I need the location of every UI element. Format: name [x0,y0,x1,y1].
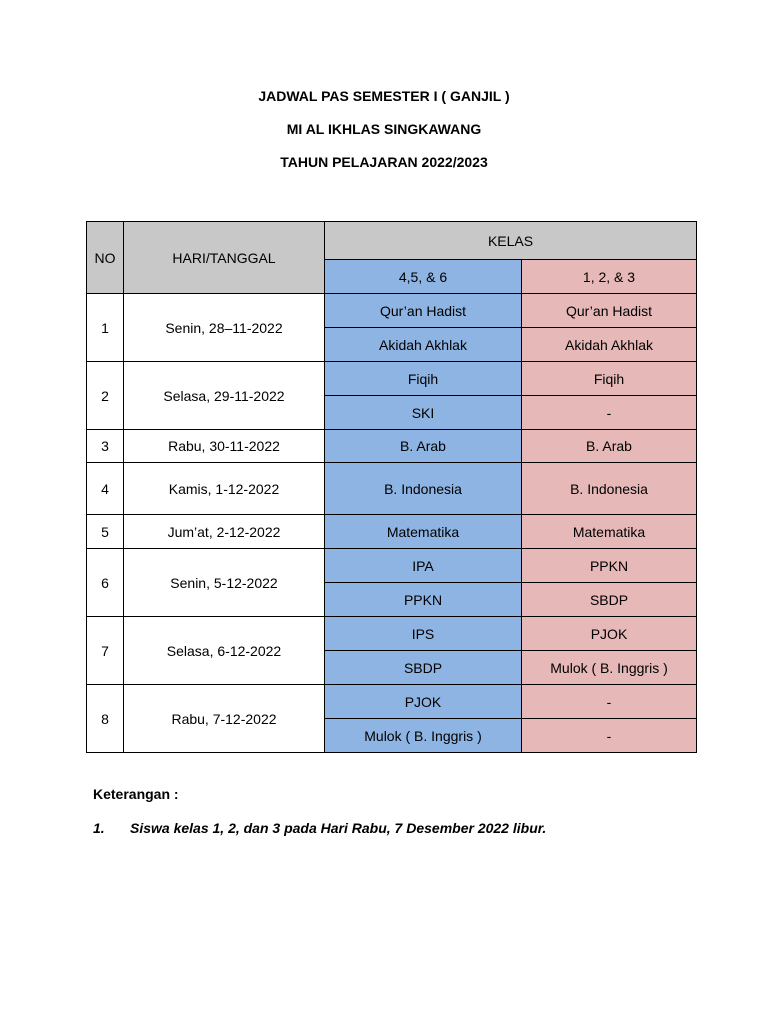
note-text: Siswa kelas 1, 2, dan 3 pada Hari Rabu, 7 Desember 2022 libur. [130,820,547,836]
subject-group-a: SBDP [325,651,522,685]
header-group-a: 4,5, & 6 [325,260,522,294]
header-day: HARI/TANGGAL [124,222,325,294]
subject-group-a: Matematika [325,515,522,549]
subject-group-a: IPS [325,617,522,651]
header-no: NO [87,222,124,294]
row-date: Kamis, 1-12-2022 [124,463,325,515]
row-date: Selasa, 6-12-2022 [124,617,325,685]
subject-group-a: Akidah Akhlak [325,328,522,362]
schedule-body [87,294,697,753]
subject-group-a: B. Indonesia [325,463,522,515]
header-kelas: KELAS [325,222,697,260]
row-number: 7 [87,617,124,685]
subject-group-a: PPKN [325,583,522,617]
row-date: Jum’at, 2-12-2022 [124,515,325,549]
academic-year: TAHUN PELAJARAN 2022/2023 [280,154,488,170]
subject-group-b: B. Indonesia [522,463,697,515]
row-date: Senin, 28–11-2022 [124,294,325,362]
subject-group-b: B. Arab [522,430,697,463]
schedule-table [86,221,697,753]
table-row [87,685,697,719]
subject-group-a: SKI [325,396,522,430]
row-number: 2 [87,362,124,430]
table-row [87,515,697,549]
subject-group-a: Qur’an Hadist [325,294,522,328]
school-name: MI AL IKHLAS SINGKAWANG [286,121,482,137]
subject-group-b: Matematika [522,515,697,549]
subject-group-a: Fiqih [325,362,522,396]
table-row [87,463,697,515]
notes-label: Keterangan : [93,786,179,802]
table-row [87,430,697,463]
note-item [93,820,546,836]
row-number: 3 [87,430,124,463]
row-number: 8 [87,685,124,753]
row-number: 5 [87,515,124,549]
subject-group-b: - [522,719,697,753]
note-number: 1. [93,820,105,836]
document-title: JADWAL PAS SEMESTER I ( GANJIL ) [258,88,510,104]
row-number: 6 [87,549,124,617]
subject-group-b: - [522,685,697,719]
row-date: Selasa, 29-11-2022 [124,362,325,430]
subject-group-a: IPA [325,549,522,583]
row-date: Senin, 5-12-2022 [124,549,325,617]
header-group-b: 1, 2, & 3 [522,260,697,294]
row-date: Rabu, 7-12-2022 [124,685,325,753]
subject-group-b: Akidah Akhlak [522,328,697,362]
subject-group-b: PPKN [522,549,697,583]
table-row [87,294,697,328]
subject-group-a: PJOK [325,685,522,719]
table-row [87,549,697,583]
subject-group-b: Qur’an Hadist [522,294,697,328]
subject-group-b: - [522,396,697,430]
table-row [87,617,697,651]
subject-group-b: PJOK [522,617,697,651]
subject-group-b: Mulok ( B. Inggris ) [522,651,697,685]
subject-group-a: Mulok ( B. Inggris ) [325,719,522,753]
row-number: 1 [87,294,124,362]
table-row [87,362,697,396]
subject-group-a: B. Arab [325,430,522,463]
row-number: 4 [87,463,124,515]
row-date: Rabu, 30-11-2022 [124,430,325,463]
subject-group-b: SBDP [522,583,697,617]
subject-group-b: Fiqih [522,362,697,396]
